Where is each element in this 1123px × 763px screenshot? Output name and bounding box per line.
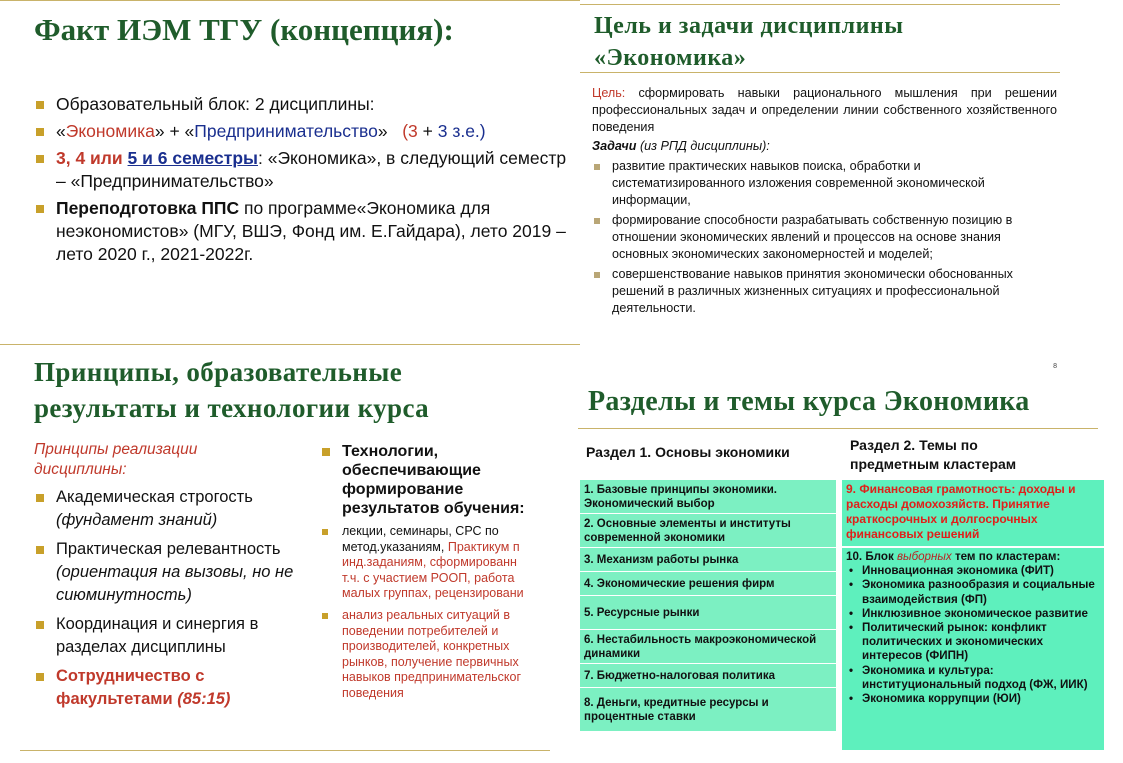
tech-line: т.ч. с участием РООП, работа: [342, 570, 515, 585]
slide-principles: [0, 330, 580, 763]
tech-line: анализ реальных ситуаций в: [342, 607, 510, 622]
tech-line: поведении потребителей и: [342, 623, 499, 638]
heading-line: предметным кластерам: [850, 456, 1017, 472]
topic-row: 3. Механизм работы рынка: [580, 548, 836, 572]
text: » + «: [154, 121, 195, 141]
task-item: совершенствование навыков принятия экономически обоснованных решений в различных жизненных ситуациях и профессиональной деятельности.: [592, 266, 1057, 317]
divider: [0, 0, 580, 1]
principle-note: (85:15): [172, 690, 231, 708]
bullet-semesters: [34, 147, 569, 193]
title-line: Цель и задачи дисциплины: [594, 13, 904, 39]
bullet-block: [34, 93, 569, 116]
section2-heading: [850, 436, 1016, 474]
tech-line: Практикум п: [447, 539, 520, 554]
principle-item: [34, 486, 294, 532]
slide3-title: [34, 354, 429, 426]
divider: [580, 4, 1060, 5]
heading-line: Раздел 2. Темы по: [850, 437, 978, 453]
tasks-label: Задачи: [592, 139, 637, 153]
section1-heading: Раздел 1. Основы экономики: [586, 444, 790, 460]
text: »: [377, 121, 388, 141]
credits-1: 3: [408, 121, 418, 141]
principle-text: Академическая строгость: [56, 488, 253, 506]
principle-note: (фундамент знаний): [56, 511, 218, 529]
tech-line: лекции, семинары, СРС по: [342, 524, 499, 538]
tech-line: рынков, получение первичных: [342, 654, 519, 669]
tech-line: поведения: [342, 685, 404, 700]
topic-row: 2. Основные элементы и институты современной экономики: [580, 514, 836, 548]
cluster-item: • Экономика разнообразия и социальные взаимодействия (ФП): [846, 578, 1100, 606]
topic-row: 8. Деньги, кредитные ресурсы и процентные ставки: [580, 688, 836, 732]
principles-column: [34, 440, 294, 717]
bullet-disciplines: [34, 120, 569, 143]
semesters-a: 3, 4 или: [56, 148, 128, 168]
slide2-title: [594, 10, 903, 74]
ent-text: Предпринимательство: [194, 121, 378, 141]
slide-sections: [568, 376, 1123, 763]
topic-row: 6. Нестабильность макроэкономической динамики: [580, 630, 836, 664]
title-line: «Экономика»: [594, 45, 747, 71]
slide2-body: [592, 85, 1057, 317]
tech-line: инд.заданиям, сформированн: [342, 555, 517, 570]
topic-row: 4. Экономические решения фирм: [580, 572, 836, 596]
tech-line: метод.указаниям,: [342, 539, 448, 554]
tech-item: [320, 608, 560, 702]
slide1-bullets: [34, 93, 569, 270]
principle-text: Сотрудничество с факультетами: [56, 667, 205, 708]
topic10-heading: [846, 550, 1100, 564]
retraining-rest: по программе«Экономика для неэкономистов» (МГУ, ВШЭ, Фонд им. Е.Гайдара), лето 2019 –лето 2020 г., 2021-2022г.: [56, 198, 566, 264]
task-item: развитие практических навыков поиска, обработки и систематизированного изложения современной экономической информации,: [592, 158, 1057, 209]
cluster-item: • Инклюзивное экономическое развитие: [846, 607, 1100, 621]
text: тем по кластерам:: [951, 550, 1061, 563]
cluster-item: • Экономика и культура: институциональный подход (ФЖ, ИИК): [846, 664, 1100, 692]
tech-line: навыков предпринимательског: [342, 670, 522, 685]
tasks-heading: [592, 138, 1057, 155]
tech-line: малых группах, рецензировани: [342, 586, 524, 601]
title-line: результаты и технологии курса: [34, 393, 430, 423]
credits-unit: з.е.): [447, 121, 486, 141]
section2-topics: [842, 480, 1104, 750]
cluster-item: • Экономика коррупции (ЮИ): [846, 692, 1100, 706]
title-line: Принципы, образовательные: [34, 357, 403, 387]
bullet-retraining: [34, 197, 569, 266]
technologies-heading: Технологии, обеспечивающие формирование результатов обучения:: [320, 442, 560, 518]
section1-topics: [580, 480, 836, 732]
goal-label: Цель:: [592, 86, 626, 100]
slide4-title: Разделы и темы курса Экономика: [588, 386, 1030, 417]
topic9-box: 9. Финансовая грамотность: доходы и расходы домохозяйств. Принятие краткосрочных и долгосрочных финансовых решений: [842, 480, 1104, 546]
semesters-b: 5 и 6 семестры: [127, 148, 258, 168]
topic10-box: [842, 548, 1104, 750]
principle-text: Практическая релевантность: [56, 540, 281, 558]
semesters-c: : «Экономика», в следующий семестр – «Предпринимательство»: [56, 148, 567, 191]
divider: [578, 428, 1098, 429]
tasks-note: (из РПД дисциплины):: [636, 139, 770, 153]
principle-item: [34, 613, 294, 659]
principle-item: [34, 665, 294, 711]
text: 10. Блок: [846, 550, 897, 563]
text: «: [56, 121, 66, 141]
slide1-title: Факт ИЭМ ТГУ (концепция):: [34, 12, 454, 47]
cluster-item: • Инновационная экономика (ФИТ): [846, 564, 1100, 578]
text: (: [402, 121, 409, 141]
technologies-column: [320, 442, 560, 702]
task-item: формирование способности разрабатывать собственную позицию в отношении экономических явлений и процессов на основе знания основных экономических закономерностей и моделей;: [592, 212, 1057, 263]
divider: [0, 344, 580, 345]
divider: [580, 72, 1060, 73]
credits-2: 3: [437, 121, 448, 141]
tech-line: производителей, конкретных: [342, 639, 510, 654]
retraining-bold: Переподготовка ППС: [56, 198, 240, 218]
principles-heading: Принципы реализации дисциплины:: [34, 441, 198, 478]
cluster-item: • Политический рынок: конфликт политических и экономических интересов (ФИПН): [846, 621, 1100, 664]
topic-row: 5. Ресурсные рынки: [580, 596, 836, 630]
text: +: [417, 121, 438, 141]
slide-fact-iem: [0, 0, 580, 330]
text: выборных: [897, 550, 952, 563]
topic-row: 7. Бюджетно-налоговая политика: [580, 664, 836, 688]
divider: [20, 750, 550, 751]
bullet-text: Образовательный блок: 2 дисциплины:: [56, 94, 375, 114]
page-number: 8: [1053, 363, 1057, 370]
topic-row: 1. Базовые принципы экономики. Экономический выбор: [580, 480, 836, 514]
principle-note: (ориентация на вызовы, но не сиюминутность): [56, 563, 294, 604]
goal-text: сформировать навыки рационального мышления при решении профессиональных задач и определении линии собственного хозяйственного поведения: [592, 86, 1057, 134]
slide-goals: [580, 0, 1123, 350]
goal-paragraph: [592, 85, 1057, 136]
principle-text: Координация и синергия в разделах дисциплины: [56, 615, 259, 656]
econ-text: Экономика: [65, 121, 155, 141]
tech-item: [320, 524, 560, 602]
principle-item: [34, 538, 294, 607]
